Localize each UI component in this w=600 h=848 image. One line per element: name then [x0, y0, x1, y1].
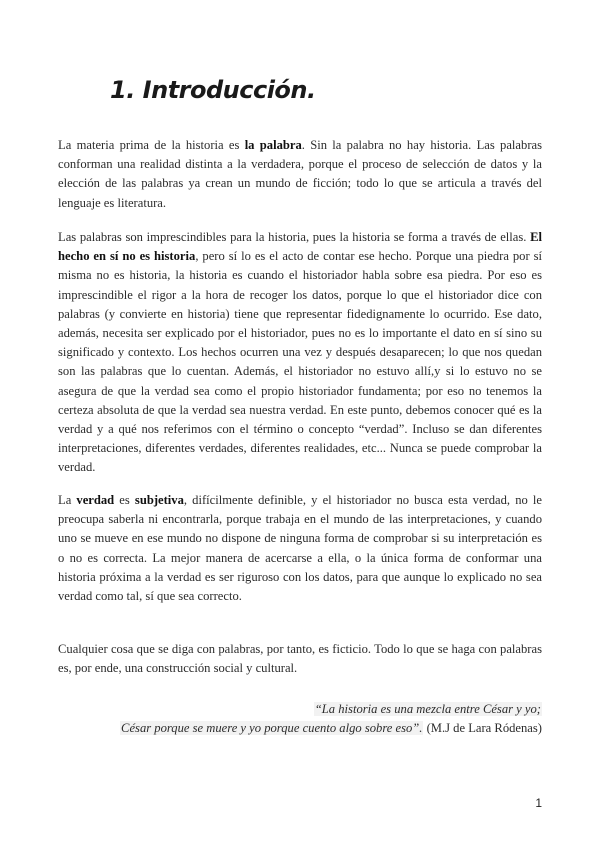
page-number: 1: [535, 796, 542, 810]
quote-author: (M.J de Lara Ródenas): [423, 721, 542, 735]
paragraph-1: [58, 136, 542, 213]
p3-text-1: La: [58, 493, 77, 507]
quote-block: [120, 700, 542, 738]
p2-text-2: , pero sí lo es el acto de contar ese hecho. Porque una piedra por sí misma no es historia, la historia es cuando el historiador habla sobre esa piedra. Por eso es imprescindible el rigor a la hora de recoger los datos, porque lo que el historiador dice con palabras (y convierte en historia) tiene que representar fidedignamente lo ocurrido. Ese dato, además, necesita ser explicado por el historiador, pues no es lo importante el dato en sí sino su significado y contexto. Los hechos ocurren una vez y después desaparecen; lo que nos quedan son las palabras que lo cuentan. Además, el historiador no estuvo allí,y si lo estuvo no se asegura de que la verdad sea como el propio historiador fundamenta; por eso no tenemos la certeza absoluta de que la verdad sea nuestra verdad. En este punto, debemos conocer qué es la verdad y a qué nos referimos con el término o concepto “verdad”. Incluso se dan diferentes interpretaciones, diferentes verdades, diferentes realidades, etc... Nunca se puede comprobar la verdad.: [58, 249, 543, 475]
paragraph-2: [58, 228, 542, 478]
quote-line-2: [120, 719, 542, 738]
paragraph-3: [58, 491, 542, 606]
paragraph-4: Cualquier cosa que se diga con palabras, por tanto, es ficticio. Todo lo que se haga con palabras es, por ende, una construcción social y cultural.: [58, 642, 542, 676]
section-title: 1. Introducción.: [110, 76, 316, 104]
p3-text-2: es: [114, 493, 135, 507]
p3-text-3: , difícilmente definible, y el historiador no busca esta verdad, no le preocupa saberla ni encontrarla, porque trabaja en el mundo de las interpretaciones, y cuando uno se mueve en ese mundo no dispone de ninguna forma de comprobar si su interpretación es o no es correcta. La mejor manera de acercarse a ella, o la única forma de conformar una historia próxima a la verdad es ser riguroso con los datos, para que aunque lo explicado no sea verdad como tal, sí que sea correcto.: [58, 493, 542, 604]
quote-text-1: “La historia es una mezcla entre César y yo;: [314, 702, 541, 716]
p1-text-1: La materia prima de la historia es: [58, 138, 245, 152]
p1-text-2: . Sin la palabra no hay historia. Las palabras conforman una realidad distinta a la verdadera, porque el proceso de selección de datos y la elección de las palabras ya crean un mundo de ficción; todo lo que se articula a través del lenguaje es literatura.: [58, 138, 543, 210]
p1-bold-1: la palabra: [244, 138, 302, 152]
quote-line-1: [120, 700, 542, 719]
p3-bold-2: subjetiva: [134, 493, 184, 507]
p2-bold-1: El hecho en sí no es historia: [58, 230, 542, 264]
p2-text-1: Las palabras son imprescindibles para la historia, pues la historia se forma a través de ellas.: [58, 230, 531, 244]
p3-bold-1: verdad: [76, 493, 115, 507]
quote-text-2: César porque se muere y yo porque cuento algo sobre eso”.: [121, 721, 423, 735]
